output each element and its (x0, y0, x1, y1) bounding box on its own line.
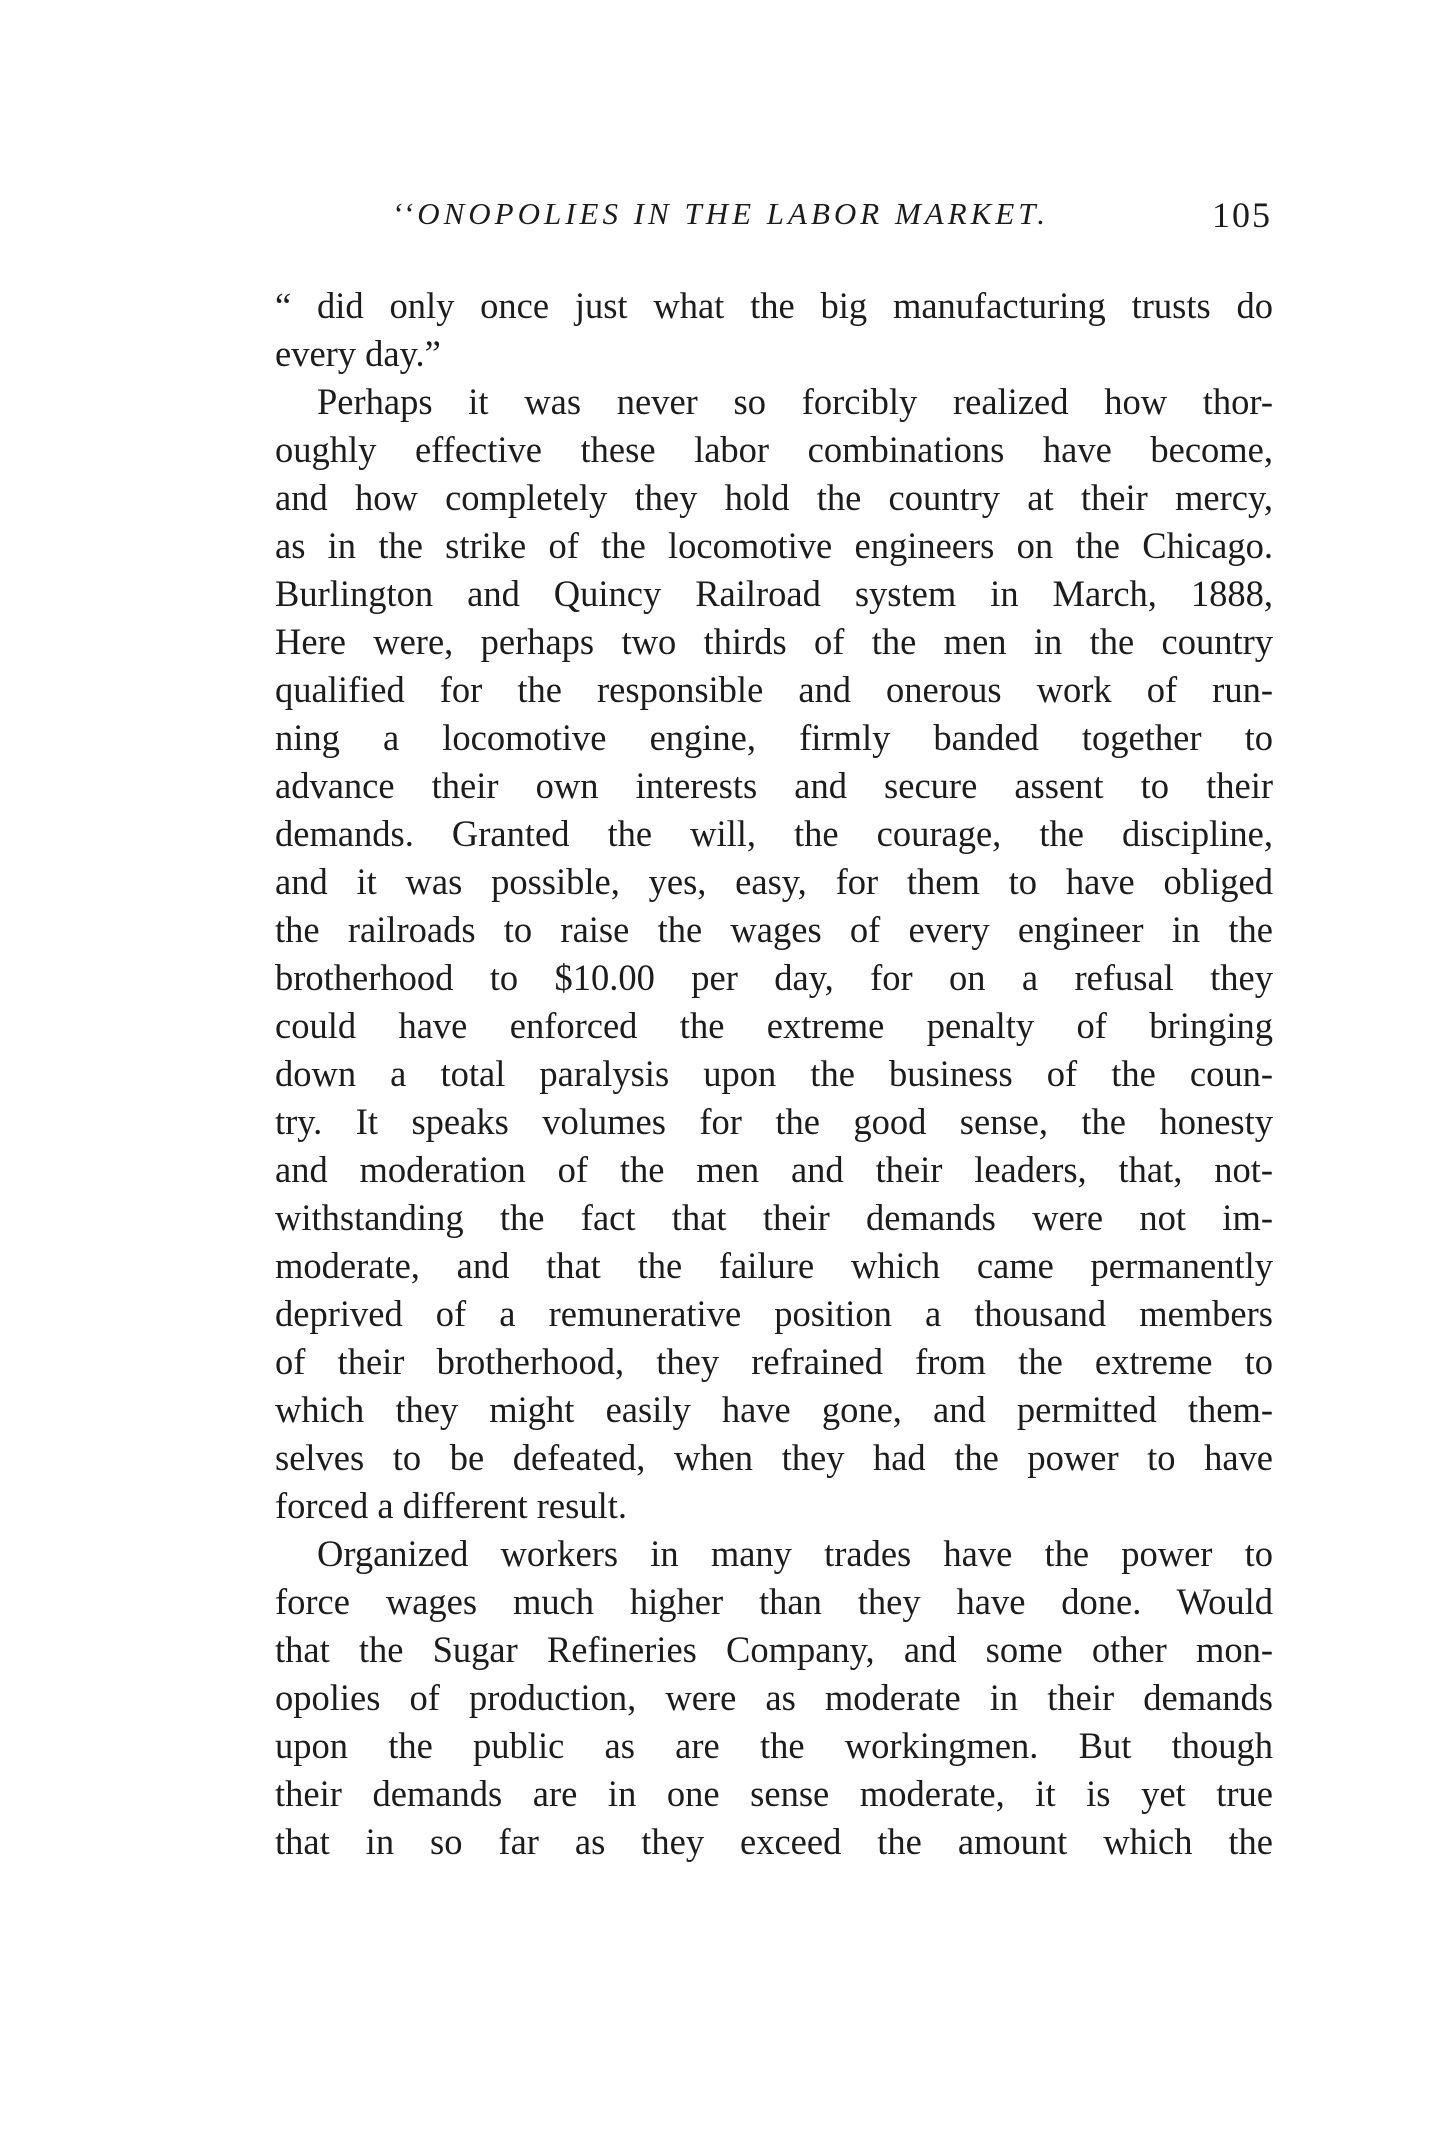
text-line: upon the public as are the workingmen. But though (275, 1725, 1273, 1766)
running-title: ‘‘ONOPOLIES IN THE LABOR MARKET. (392, 196, 1049, 231)
text-line: forced a different result. (275, 1485, 627, 1526)
text-line: opolies of production, were as moderate in their demands (275, 1677, 1273, 1718)
text-line: that the Sugar Refineries Company, and some other mon- (275, 1629, 1273, 1670)
text-line: as in the strike of the locomotive engineers on the Chicago. (275, 525, 1273, 566)
text-line: qualified for the responsible and onerous work of run- (275, 669, 1273, 710)
text-line: oughly effective these labor combinations have become, (275, 429, 1273, 470)
text-line: the railroads to raise the wages of every engineer in the (275, 909, 1273, 950)
text-line: advance their own interests and secure assent to their (275, 765, 1273, 806)
text-line: moderate, and that the failure which came permanently (275, 1245, 1273, 1286)
text-line: of their brotherhood, they refrained from the extreme to (275, 1341, 1273, 1382)
page-number: 105 (1212, 195, 1272, 235)
text-line: ning a locomotive engine, firmly banded together to (275, 717, 1273, 758)
text-line: Here were, perhaps two thirds of the men in the country (275, 621, 1273, 662)
text-line: every day.” (275, 333, 441, 374)
text-line: brotherhood to $10.00 per day, for on a refusal they (275, 957, 1273, 998)
text-line: demands. Granted the will, the courage, the discipline, (275, 813, 1273, 854)
text-line: which they might easily have gone, and permitted them- (275, 1389, 1273, 1430)
body-text (275, 282, 1273, 1866)
text-line: withstanding the fact that their demands were not im- (275, 1197, 1273, 1238)
text-line: Burlington and Quincy Railroad system in March, 1888, (275, 573, 1273, 614)
text-line: Organized workers in many trades have the power to (317, 1533, 1273, 1574)
text-line: that in so far as they exceed the amount which the (275, 1821, 1273, 1862)
text-line: and how completely they hold the country at their mercy, (275, 477, 1273, 518)
text-line: selves to be defeated, when they had the power to have (275, 1437, 1273, 1478)
text-line: Perhaps it was never so forcibly realized how thor- (317, 381, 1273, 422)
running-head (392, 196, 1272, 246)
text-line: and it was possible, yes, easy, for them to have obliged (275, 861, 1273, 902)
text-line: their demands are in one sense moderate, it is yet true (275, 1773, 1273, 1814)
text-line: could have enforced the extreme penalty of bringing (275, 1005, 1273, 1046)
text-line: force wages much higher than they have done. Would (275, 1581, 1273, 1622)
text-line: try. It speaks volumes for the good sense, the honesty (275, 1101, 1273, 1142)
text-line: down a total paralysis upon the business of the coun- (275, 1053, 1273, 1094)
text-line: deprived of a remunerative position a thousand members (275, 1293, 1273, 1334)
text-line: and moderation of the men and their leaders, that, not- (275, 1149, 1273, 1190)
text-line: “ did only once just what the big manufacturing trusts do (275, 285, 1273, 326)
